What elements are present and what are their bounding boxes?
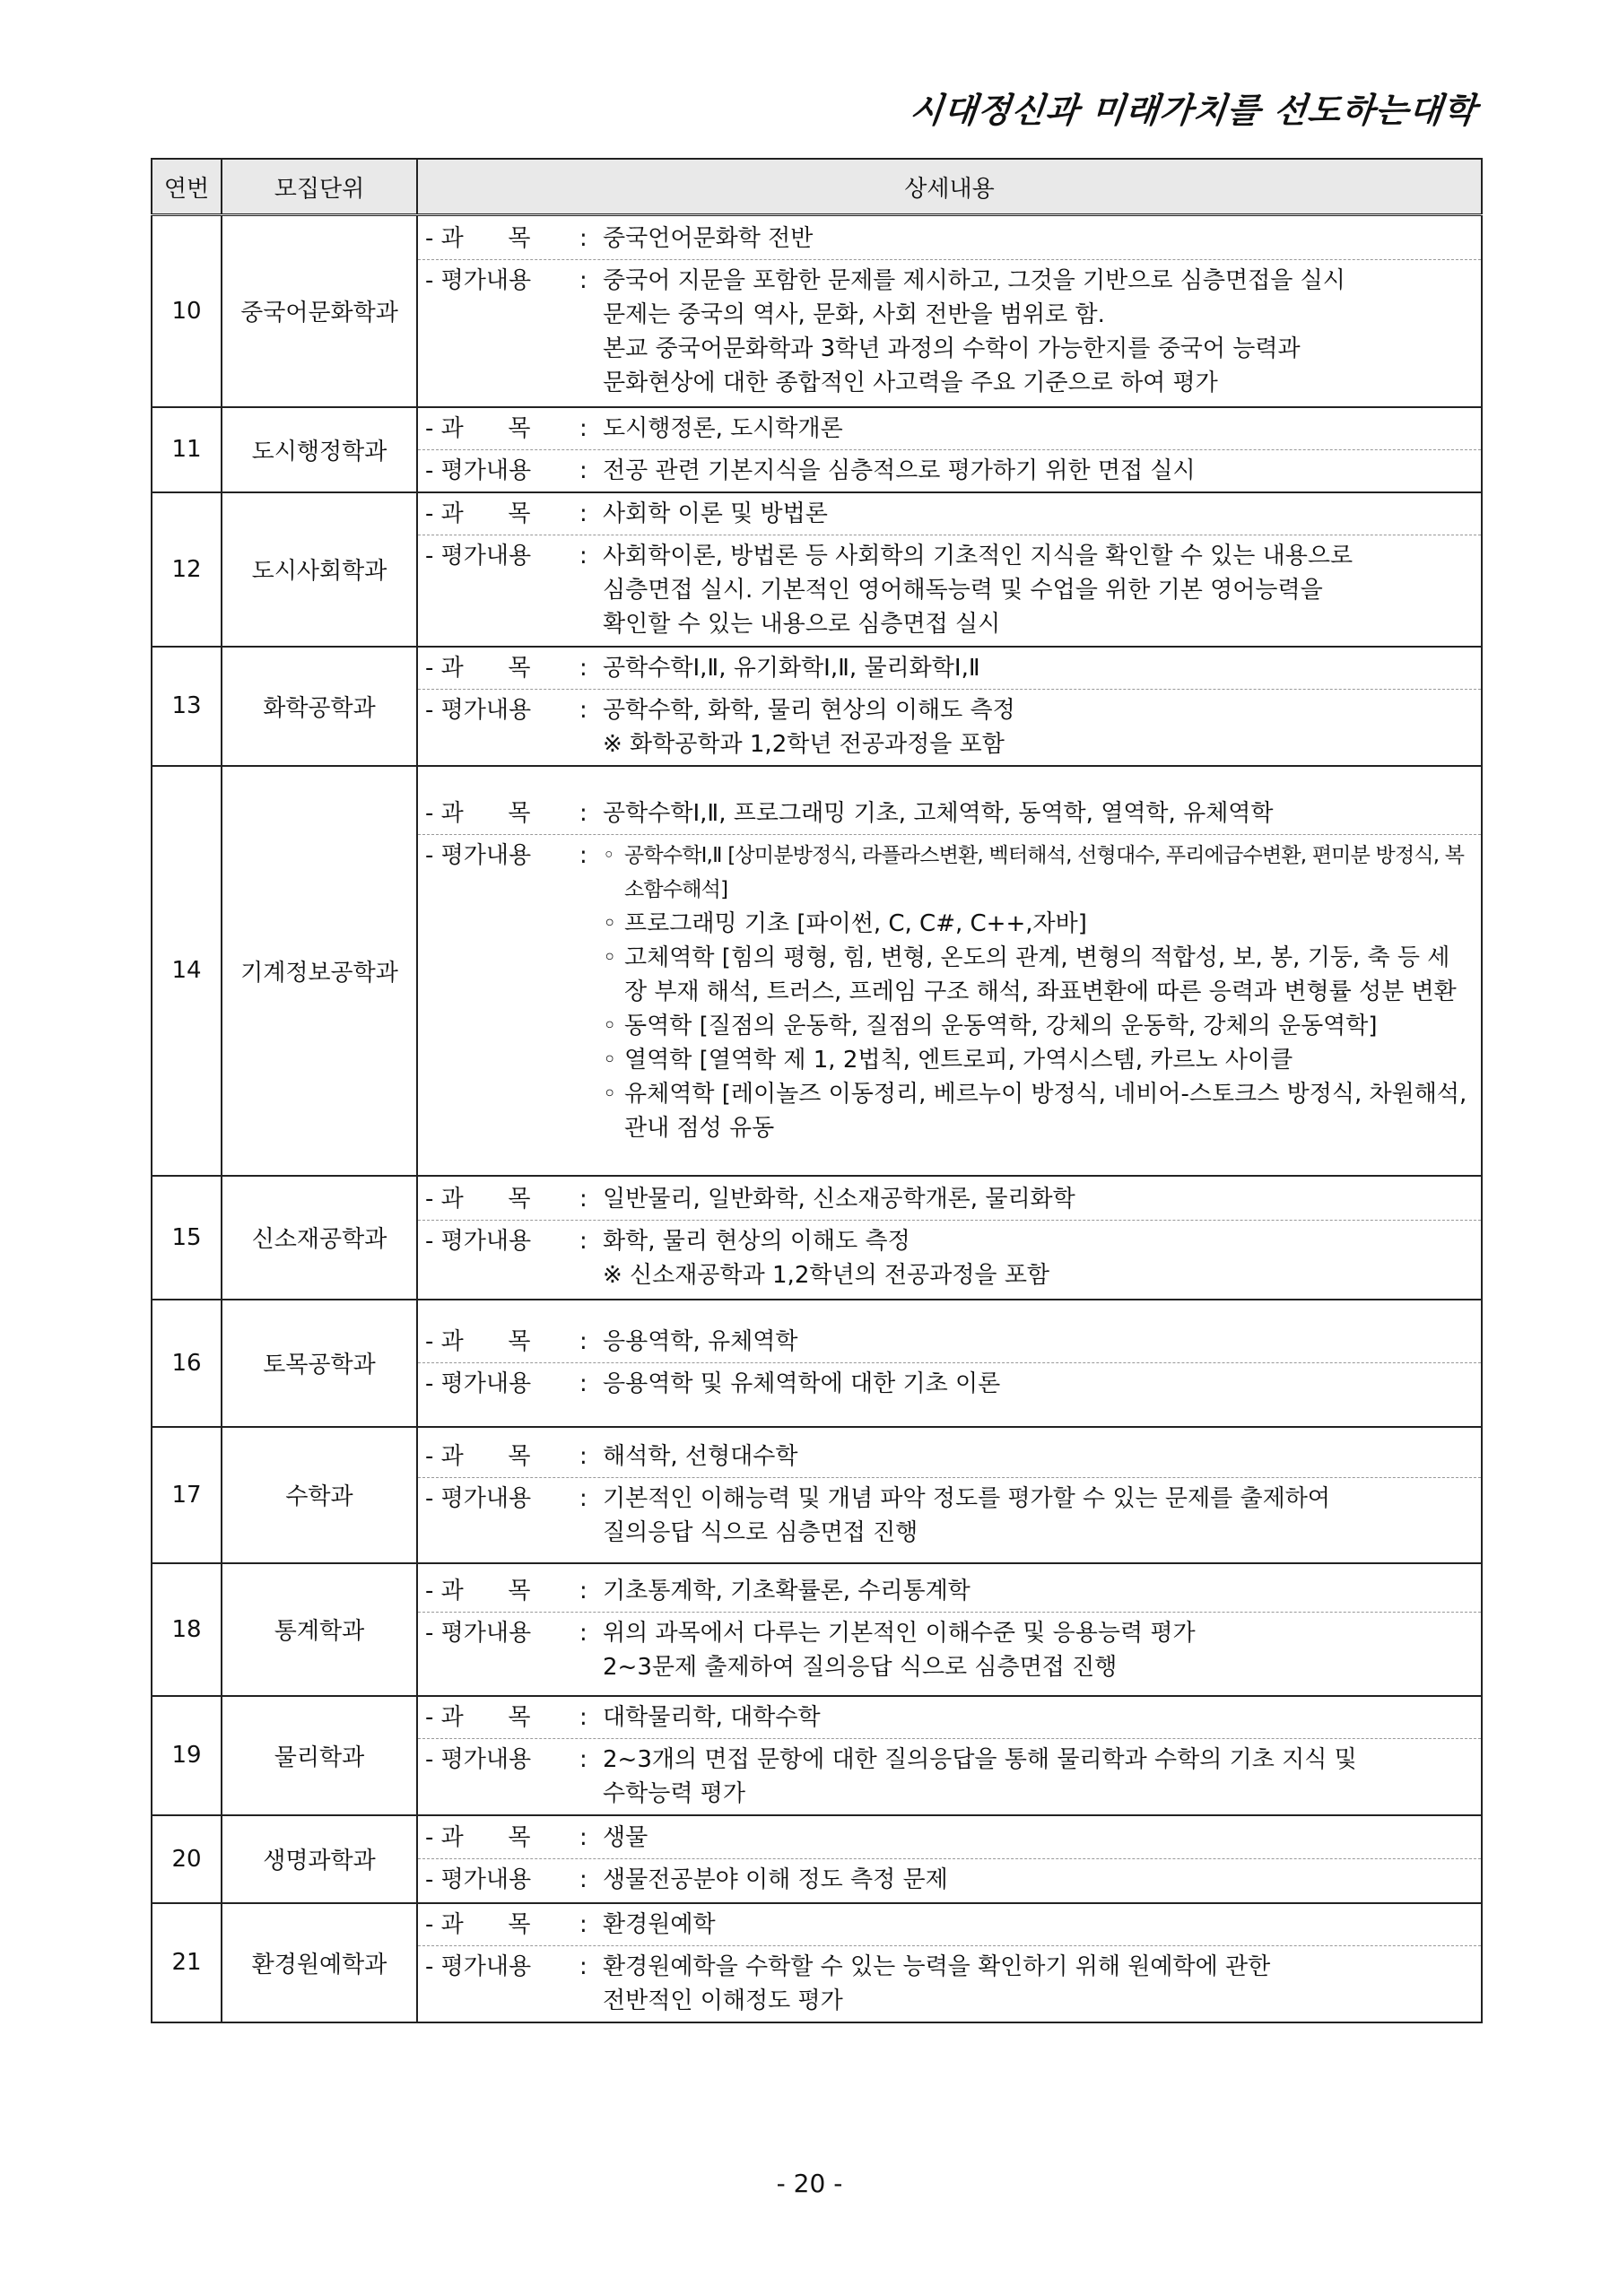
subject-line <box>418 1178 1481 1220</box>
colon: : <box>579 414 588 442</box>
recruitment-unit: 기계정보공학과 <box>222 766 417 1176</box>
table-row <box>152 647 1482 766</box>
row-number: 19 <box>152 1696 222 1815</box>
colon: : <box>579 1328 588 1355</box>
recruitment-unit: 물리학과 <box>222 1696 417 1815</box>
list-item <box>603 941 1472 1009</box>
subject-label: - 과 목 <box>425 414 531 442</box>
evaluation-label: - 평가내용 <box>425 1952 532 1980</box>
evaluation-line <box>418 1612 1481 1688</box>
subject-line <box>418 1570 1481 1612</box>
subject-line <box>418 648 1481 689</box>
subject-label: - 과 목 <box>425 1443 531 1470</box>
evaluation-label: - 평가내용 <box>425 1745 532 1773</box>
evaluation-text: 공학수학, 화학, 물리 현상의 이해도 측정 ※ 화학공학과 1,2학년 전공과정을 포함 <box>603 696 1015 758</box>
subject-text: 해석학, 선형대수학 <box>603 1443 798 1470</box>
subject-text: 중국언어문화학 전반 <box>603 225 814 253</box>
subject-text: 응용역학, 유체역학 <box>603 1328 798 1355</box>
bullet-text: 프로그래밍 기초 [파이썬, C, C#, C++,자바] <box>624 909 1087 937</box>
recruitment-unit: 생명과학과 <box>222 1815 417 1903</box>
evaluation-label: - 평가내용 <box>425 1370 532 1397</box>
table-row <box>152 1903 1482 2022</box>
table-row <box>152 1563 1482 1696</box>
recruitment-unit: 수학과 <box>222 1427 417 1563</box>
evaluation-text: 사회학이론, 방법론 등 사회학의 기초적인 지식을 확인할 수 있는 내용으로 심층면접 실시. 기본적인 영어해독능력 및 수업을 위한 기본 영어능력을 확인할 수 있는 내용으로 심층면접 실시 <box>603 543 1354 638</box>
evaluation-text: 전공 관련 기본지식을 심층적으로 평가하기 위한 면접 실시 <box>603 457 1196 484</box>
colon: : <box>579 1620 588 1647</box>
evaluation-line <box>418 1858 1481 1900</box>
colon: : <box>579 1952 588 1980</box>
recruitment-unit: 통계학과 <box>222 1563 417 1696</box>
subject-text: 기초통계학, 기초확률론, 수리통계학 <box>603 1578 971 1605</box>
subject-label: - 과 목 <box>425 1910 531 1938</box>
evaluation-text: 화학, 물리 현상의 이해도 측정 ※ 신소재공학과 1,2학년의 전공과정을 포함 <box>603 1228 1050 1289</box>
evaluation-text: 중국어 지문을 포함한 문제를 제시하고, 그것을 기반으로 심층면접을 실시 문제는 중국의 역사, 문화, 사회 전반을 범위로 함. 본교 중국어문화학과 3학년 과정의 수학이 가능한지를 중국어 능력과 문화현상에 대한 종합적인 사고력을 주요 기준으로 하여 평가 <box>603 267 1345 397</box>
colon: : <box>579 1824 588 1851</box>
table-row <box>152 766 1482 1176</box>
detail-cell <box>417 1427 1482 1563</box>
colon: : <box>579 1703 588 1731</box>
row-number: 21 <box>152 1903 222 2022</box>
subject-line <box>418 408 1481 449</box>
colon: : <box>579 696 588 724</box>
evaluation-text: 환경원예학을 수학할 수 있는 능력을 확인하기 위해 원예학에 관한 전반적인 이해정도 평가 <box>603 1952 1271 2014</box>
row-number: 11 <box>152 407 222 492</box>
page-number: - 20 - <box>776 2169 843 2198</box>
colon: : <box>579 1186 588 1213</box>
evaluation-label: - 평가내용 <box>425 696 532 724</box>
colon: : <box>579 457 588 484</box>
detail-cell <box>417 407 1482 492</box>
bullet-text: 유체역학 [레이놀즈 이동정리, 베르누이 방정식, 네비어-스토크스 방정식, 차원해석, 관내 점성 유동 <box>624 1080 1467 1142</box>
list-item <box>603 1009 1472 1043</box>
admission-details-table <box>151 158 1483 2023</box>
list-item <box>603 839 1472 907</box>
recruitment-unit: 도시사회학과 <box>222 492 417 647</box>
bullet-marker: ◦ <box>603 1046 617 1074</box>
evaluation-text: 생물전공분야 이해 정도 측정 문제 <box>603 1866 948 1893</box>
evaluation-label: - 평가내용 <box>425 1485 532 1512</box>
table-row <box>152 1427 1482 1563</box>
evaluation-line <box>418 1220 1481 1296</box>
subject-text: 공학수학Ⅰ,Ⅱ, 유기화학Ⅰ,Ⅱ, 물리화학Ⅰ,Ⅱ <box>603 654 980 682</box>
evaluation-label: - 평가내용 <box>425 457 532 484</box>
subject-label: - 과 목 <box>425 799 531 827</box>
row-number: 15 <box>152 1176 222 1300</box>
header-number: 연번 <box>152 159 222 215</box>
header-details: 상세내용 <box>417 159 1482 215</box>
colon: : <box>579 1485 588 1512</box>
subject-line <box>418 1436 1481 1477</box>
table-header-row <box>152 159 1482 215</box>
evaluation-bullet-list <box>603 839 1472 1145</box>
table-row <box>152 1300 1482 1427</box>
evaluation-line <box>418 1738 1481 1814</box>
row-number: 18 <box>152 1563 222 1696</box>
bullet-marker: ◦ <box>603 909 617 937</box>
colon: : <box>579 1228 588 1255</box>
detail-cell <box>417 1903 1482 2022</box>
colon: : <box>579 1443 588 1470</box>
colon: : <box>579 543 588 570</box>
bullet-text: 열역학 [열역학 제 1, 2법칙, 엔트로피, 가역시스템, 카르노 사이클 <box>624 1046 1293 1074</box>
evaluation-label: - 평가내용 <box>425 1620 532 1647</box>
evaluation-label: - 평가내용 <box>425 543 532 570</box>
table-row <box>152 215 1482 407</box>
detail-cell <box>417 1815 1482 1903</box>
subject-line <box>418 1321 1481 1362</box>
subject-label: - 과 목 <box>425 225 531 253</box>
bullet-marker: ◦ <box>603 1080 617 1108</box>
list-item <box>603 1077 1472 1145</box>
recruitment-unit: 환경원예학과 <box>222 1903 417 2022</box>
evaluation-line <box>418 834 1481 1149</box>
bullet-marker: ◦ <box>603 843 614 867</box>
subject-text: 일반물리, 일반화학, 신소재공학개론, 물리화학 <box>603 1186 1075 1213</box>
subject-text: 도시행정론, 도시학개론 <box>603 414 843 442</box>
recruitment-unit: 토목공학과 <box>222 1300 417 1427</box>
evaluation-text: 기본적인 이해능력 및 개념 파악 정도를 평가할 수 있는 문제를 출제하여 질의응답 식으로 심층면접 진행 <box>603 1485 1331 1546</box>
detail-cell <box>417 1300 1482 1427</box>
list-item <box>603 1043 1472 1077</box>
evaluation-text: 응용역학 및 유체역학에 대한 기초 이론 <box>603 1370 1001 1397</box>
subject-label: - 과 목 <box>425 1703 531 1731</box>
subject-label: - 과 목 <box>425 1578 531 1605</box>
evaluation-label: - 평가내용 <box>425 841 532 869</box>
subject-line <box>418 793 1481 834</box>
subject-line <box>418 218 1481 259</box>
row-number: 13 <box>152 647 222 766</box>
subject-text: 사회학 이론 및 방법론 <box>603 500 828 527</box>
header-unit: 모집단위 <box>222 159 417 215</box>
evaluation-label: - 평가내용 <box>425 1228 532 1255</box>
colon: : <box>579 1370 588 1397</box>
colon: : <box>579 654 588 682</box>
evaluation-line <box>418 1945 1481 2022</box>
bullet-text: 고체역학 [힘의 평형, 힘, 변형, 온도의 관계, 변형의 적합성, 보, 봉, 기둥, 축 등 세장 부재 해석, 트러스, 프레임 구조 해석, 좌표변환에 따른 응력과 변형률 성분 변환 <box>624 944 1457 1005</box>
evaluation-line <box>418 1477 1481 1553</box>
row-number: 14 <box>152 766 222 1176</box>
evaluation-label: - 평가내용 <box>425 267 532 295</box>
evaluation-line <box>418 449 1481 491</box>
detail-cell <box>417 1563 1482 1696</box>
colon: : <box>579 799 588 827</box>
bullet-marker: ◦ <box>603 1012 617 1039</box>
bullet-text: 공학수학Ⅰ,Ⅱ [상미분방정식, 라플라스변환, 벡터해석, 선형대수, 푸리에급수변환, 편미분 방정식, 복소함수해석] <box>624 843 1465 901</box>
list-item <box>603 907 1472 941</box>
colon: : <box>579 225 588 253</box>
evaluation-label: - 평가내용 <box>425 1866 532 1893</box>
table-row <box>152 492 1482 647</box>
recruitment-unit: 화학공학과 <box>222 647 417 766</box>
subject-line <box>418 1817 1481 1858</box>
detail-cell <box>417 1696 1482 1815</box>
recruitment-unit: 신소재공학과 <box>222 1176 417 1300</box>
evaluation-line <box>418 259 1481 404</box>
table-row <box>152 1176 1482 1300</box>
colon: : <box>579 267 588 295</box>
table-row <box>152 1696 1482 1815</box>
subject-label: - 과 목 <box>425 1824 531 1851</box>
detail-cell <box>417 215 1482 407</box>
bullet-text: 동역학 [질점의 운동학, 질점의 운동역학, 강체의 운동학, 강체의 운동역학] <box>624 1012 1378 1039</box>
detail-cell <box>417 492 1482 647</box>
university-slogan: 시대정신과 미래가치를 선도하는대학 <box>908 90 1480 130</box>
evaluation-text: 위의 과목에서 다루는 기본적인 이해수준 및 응용능력 평가 2~3문제 출제하여 질의응답 식으로 심층면접 진행 <box>603 1620 1196 1681</box>
table-row <box>152 407 1482 492</box>
evaluation-text: 2~3개의 면접 문항에 대한 질의응답을 통해 물리학과 수학의 기초 지식 및 수학능력 평가 <box>603 1745 1357 1807</box>
subject-label: - 과 목 <box>425 1328 531 1355</box>
subject-text: 대학물리학, 대학수학 <box>603 1703 821 1731</box>
row-number: 10 <box>152 215 222 407</box>
subject-line <box>418 493 1481 535</box>
subject-label: - 과 목 <box>425 654 531 682</box>
colon: : <box>579 1745 588 1773</box>
subject-text: 공학수학Ⅰ,Ⅱ, 프로그래밍 기초, 고체역학, 동역학, 열역학, 유체역학 <box>603 799 1274 827</box>
detail-cell <box>417 766 1482 1176</box>
table-row <box>152 1815 1482 1903</box>
row-number: 12 <box>152 492 222 647</box>
colon: : <box>579 1866 588 1893</box>
evaluation-line <box>418 535 1481 645</box>
evaluation-line <box>418 689 1481 765</box>
bullet-marker: ◦ <box>603 944 617 971</box>
evaluation-line <box>418 1362 1481 1405</box>
recruitment-unit: 도시행정학과 <box>222 407 417 492</box>
recruitment-unit: 중국어문화학과 <box>222 215 417 407</box>
colon: : <box>579 500 588 527</box>
subject-label: - 과 목 <box>425 500 531 527</box>
colon: : <box>579 841 588 869</box>
subject-label: - 과 목 <box>425 1186 531 1213</box>
subject-line <box>418 1697 1481 1738</box>
row-number: 17 <box>152 1427 222 1563</box>
colon: : <box>579 1578 588 1605</box>
detail-cell <box>417 1176 1482 1300</box>
detail-cell <box>417 647 1482 766</box>
subject-line <box>418 1904 1481 1945</box>
colon: : <box>579 1910 588 1938</box>
row-number: 16 <box>152 1300 222 1427</box>
subject-text: 생물 <box>603 1824 648 1851</box>
subject-text: 환경원예학 <box>603 1910 716 1938</box>
row-number: 20 <box>152 1815 222 1903</box>
